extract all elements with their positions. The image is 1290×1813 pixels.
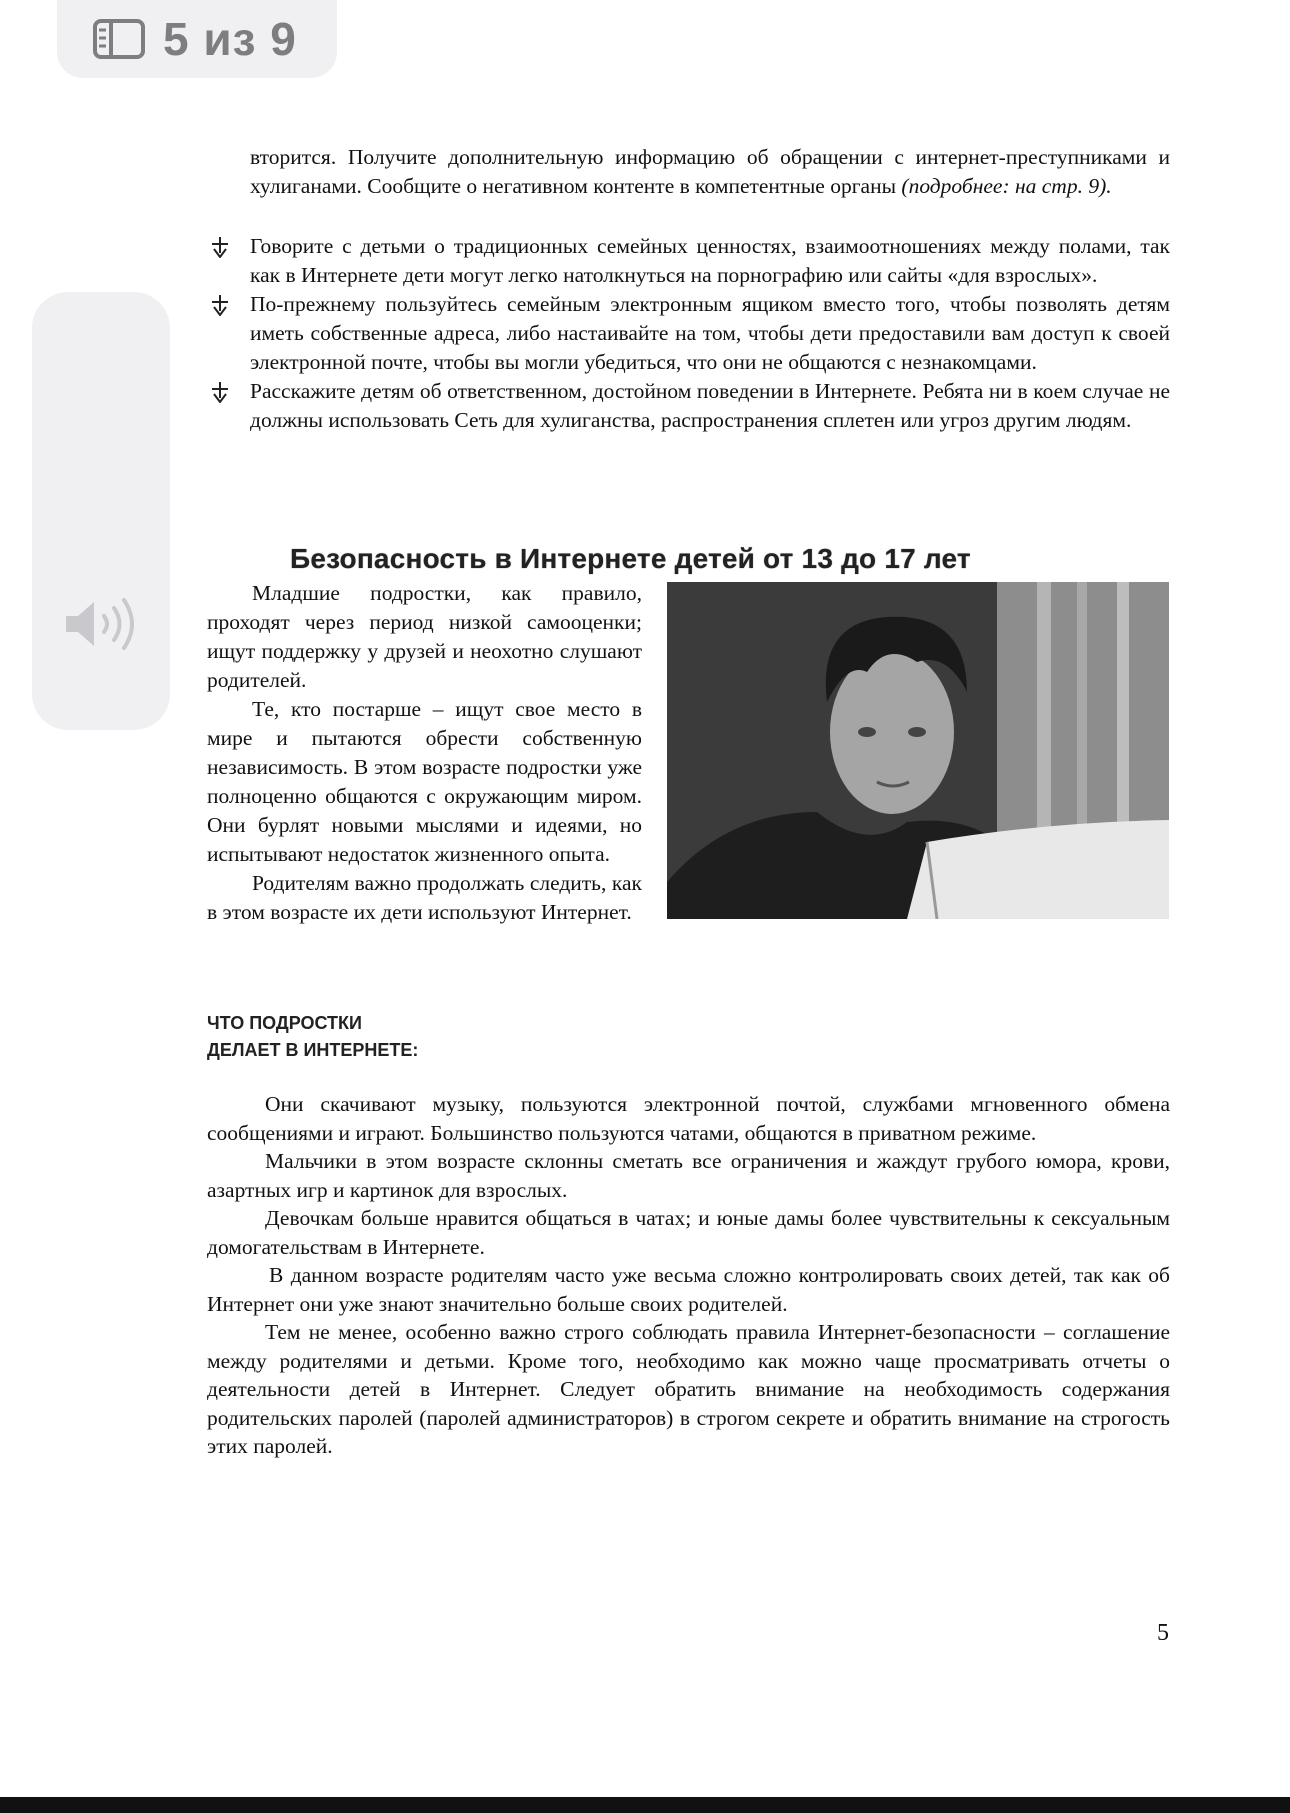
arrow-down-bullet-icon (209, 236, 231, 258)
body-paragraph: Они скачивают музыку, пользуются электронной почтой, службами мгновенного обмена сообщениями и играют. Большинство пользуются чатами, общаются в приватном режиме. (207, 1092, 1170, 1145)
section-heading: Безопасность в Интернете детей от 13 до 17 лет (290, 543, 971, 574)
bottom-bar (0, 1797, 1290, 1813)
body-paragraph: Девочкам больше нравится общаться в чатах; и юные дамы более чувствительны к сексуальным домогательствам в Интернете. (207, 1206, 1170, 1259)
page-counter[interactable] (57, 0, 337, 78)
list-item (205, 290, 1170, 377)
body-paragraph: Мальчики в этом возрасте склонны сметать все ограничения и жаждут грубого юмора, крови, азартных игр и картинок для взрослых. (207, 1149, 1170, 1202)
arrow-down-bullet-icon (209, 294, 231, 316)
subheading-line: ЧТО ПОДРОСТКИ (207, 1013, 362, 1033)
column-paragraph: Те, кто постарше – ищут свое место в мире и пытаются обрести собственную независимость. В этом возрасте подростки уже полноценно общаются с окружающим миром. Они бурлят новыми мыслями и идеями, но испытывают недостаток жизненного опыта. (207, 697, 642, 866)
bullet-text: Говорите с детьми о традиционных семейных ценностях, взаимоотношениях между полами, так как в Интернете дети могут легко натолкнуться на порнографию или сайты «для взрослых». (250, 234, 1170, 287)
intro-text: вторится. Получите дополнительную информацию об обращении с интернет-преступниками и хулиганами. Сообщите о негативном контенте в компетентные органы (250, 145, 1170, 198)
column-paragraph: Родителям важно продолжать следить, как в этом возрасте их дети используют Интернет. (207, 871, 642, 924)
teen-at-computer-photo (667, 582, 1169, 919)
intro-note: (подробнее: на стр. 9). (901, 174, 1112, 198)
intro-column (207, 579, 642, 927)
page-counter-label: 5 из 9 (163, 13, 297, 65)
bullet-text: Расскажите детям об ответственном, достойном поведении в Интернете. Ребята ни в коем случае не должны использовать Сеть для хулиганства, распространения сплетен или угроз другим людям. (250, 379, 1170, 432)
arrow-down-bullet-icon (209, 381, 231, 403)
sidebar-toggle-icon[interactable] (93, 19, 145, 59)
section-subheading (207, 1010, 418, 1064)
column-paragraph: Младшие подростки, как правило, проходят через период низкой самооценки; ищут поддержку у друзей и неохотно слушают родителей. (207, 581, 642, 692)
list-item (205, 377, 1170, 435)
page-number: 5 (1157, 1620, 1169, 1646)
subheading-line: ДЕЛАЕТ В ИНТЕРНЕТЕ: (207, 1040, 419, 1060)
list-item (205, 232, 1170, 290)
bullet-text: По-прежнему пользуйтесь семейным электронным ящиком вместо того, чтобы позволять детям иметь собственные адреса, либо настаивайте на том, чтобы дети предоставили вам доступ к своей электронной почте, чтобы вы могли убедиться, что они не общаются с незнакомцами. (250, 292, 1170, 374)
body-paragraph: Тем не менее, особенно важно строго соблюдать правила Интернет-безопасности – соглашение между родителями и детьми. Кроме того, необходимо как можно чаще просматривать отчеты о деятельности детей в Интернет. Следует обратить внимание на необходимость содержания родительских паролей (паролей администраторов) в строгом секрете и обратить внимание на строгость этих паролей. (207, 1320, 1170, 1458)
body-text (207, 1090, 1170, 1461)
speaker-icon[interactable] (62, 594, 140, 654)
intro-paragraph (250, 143, 1170, 201)
photo-illustration (667, 582, 1169, 919)
bullet-list (205, 232, 1170, 435)
body-paragraph: В данном возрасте родителям часто уже весьма сложно контролировать своих детей, так как об Интернет они уже знают значительно больше своих родителей. (207, 1263, 1170, 1316)
audio-panel[interactable] (32, 292, 170, 730)
